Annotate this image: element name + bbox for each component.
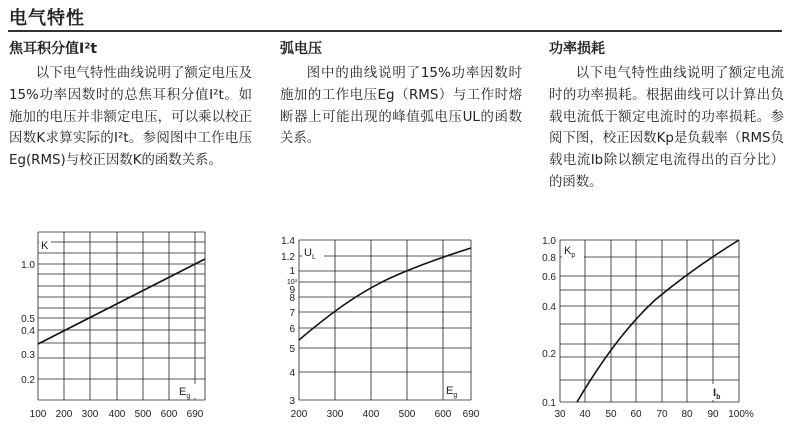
- series-line-ul: [299, 248, 471, 340]
- y-tick-label: 1.0: [21, 260, 35, 271]
- section-body: 图中的曲线说明了15%功率因数时施加的工作电压Eg（RMS）与工作时熔断器上可能出现的峰值弧电压UL的函数关系。: [280, 66, 522, 147]
- y-tick-label: 6: [289, 324, 295, 335]
- x-tick-label: 690: [462, 409, 480, 420]
- chart-grid: [560, 240, 739, 402]
- y-axis-label: $U_L$: [304, 247, 316, 261]
- x-tick-label: 400: [362, 409, 380, 420]
- x-tick-label: 80: [681, 409, 693, 420]
- y-tick-label: 0.2: [542, 349, 556, 360]
- x-axis-label: $E_g$: [179, 386, 191, 400]
- x-tick-label: 500: [398, 409, 416, 420]
- y-tick-label: 1: [289, 266, 295, 277]
- x-tick-label: 600: [160, 409, 178, 420]
- section-body: 以下电气特性曲线说明了额定电压及15%功率因数时的总焦耳积分值I²t。如施加的电压并非额定电压，可以乘以校正因数K求算实际的I²t。参阅图中工作电压Eg(RMS)与校正因数K的函数关系。: [9, 66, 252, 169]
- y-tick-label: 1.2: [281, 252, 295, 263]
- chart-power-loss: [525, 230, 785, 431]
- section-arc-voltage: [280, 38, 522, 150]
- y-tick-label: 0.4: [542, 302, 556, 313]
- y-tick-label: 0.2: [21, 375, 35, 386]
- x-tick-label: 50: [605, 409, 617, 420]
- section-heading: 弧电压: [280, 41, 322, 57]
- x-tick-label: 300: [81, 409, 99, 420]
- y-tick-label: 0.1: [542, 398, 556, 409]
- x-tick-label: 100%: [728, 409, 754, 420]
- x-tick-label: 100: [29, 409, 47, 420]
- x-tick-label: 300: [326, 409, 344, 420]
- y-tick-label: 3: [289, 396, 295, 407]
- x-tick-label: 200: [290, 409, 308, 420]
- section-power-loss: [549, 38, 784, 194]
- x-axis-label: $E_g$: [446, 385, 458, 399]
- x-tick-label: 600: [434, 409, 452, 420]
- x-tick-label: 690: [186, 409, 204, 420]
- page-title: 电气特性: [9, 8, 85, 29]
- x-tick-label: 60: [630, 409, 642, 420]
- series-line-kp: [577, 240, 739, 402]
- y-tick-label: 0.6: [542, 272, 556, 283]
- y-axis-label: K: [41, 240, 49, 252]
- y-tick-label: 9: [289, 285, 295, 296]
- y-tick-label: 0.3: [21, 350, 35, 361]
- y-tick-label: 7: [289, 308, 295, 319]
- chart-k-factor: [0, 222, 230, 431]
- x-tick-label: 90: [707, 409, 719, 420]
- y-axis-label: $K_p$: [564, 245, 576, 259]
- title-divider: [8, 30, 782, 32]
- chart-arc-voltage: [262, 230, 492, 431]
- x-tick-label: 200: [55, 409, 73, 420]
- chart-grid: [38, 232, 205, 400]
- y-tick-label: 0.8: [542, 253, 556, 264]
- y-tick-label: 0.5: [21, 314, 35, 325]
- x-tick-label: 500: [134, 409, 152, 420]
- section-heading: 焦耳积分值I²t: [9, 41, 98, 57]
- section-heading: 功率损耗: [549, 41, 605, 57]
- x-tick-label: 70: [656, 409, 668, 420]
- x-axis-label: $I_b$: [713, 387, 721, 401]
- series-line-k: [38, 259, 205, 344]
- y-tick-label: 1.4: [281, 236, 295, 247]
- y-tick-label: 5: [289, 344, 295, 355]
- x-tick-label: 30: [554, 409, 566, 420]
- x-tick-label: 400: [108, 409, 126, 420]
- x-tick-label: 40: [579, 409, 591, 420]
- section-body: 以下电气特性曲线说明了额定电流时的功率损耗。根据曲线可以计算出负载电流低于额定电流时的功率损耗。参阅下图，校正因数Kp是负载率（RMS负载电流Ib除以额定电流得出的百分比）的函数。: [549, 66, 784, 190]
- y-scale-note: 10³: [286, 279, 297, 286]
- y-tick-label: 1.0: [542, 236, 556, 247]
- y-tick-label: 0.4: [21, 326, 35, 337]
- y-tick-label: 4: [289, 368, 295, 379]
- y-tick-label: 8: [289, 293, 295, 304]
- section-joule-integral: [9, 38, 252, 172]
